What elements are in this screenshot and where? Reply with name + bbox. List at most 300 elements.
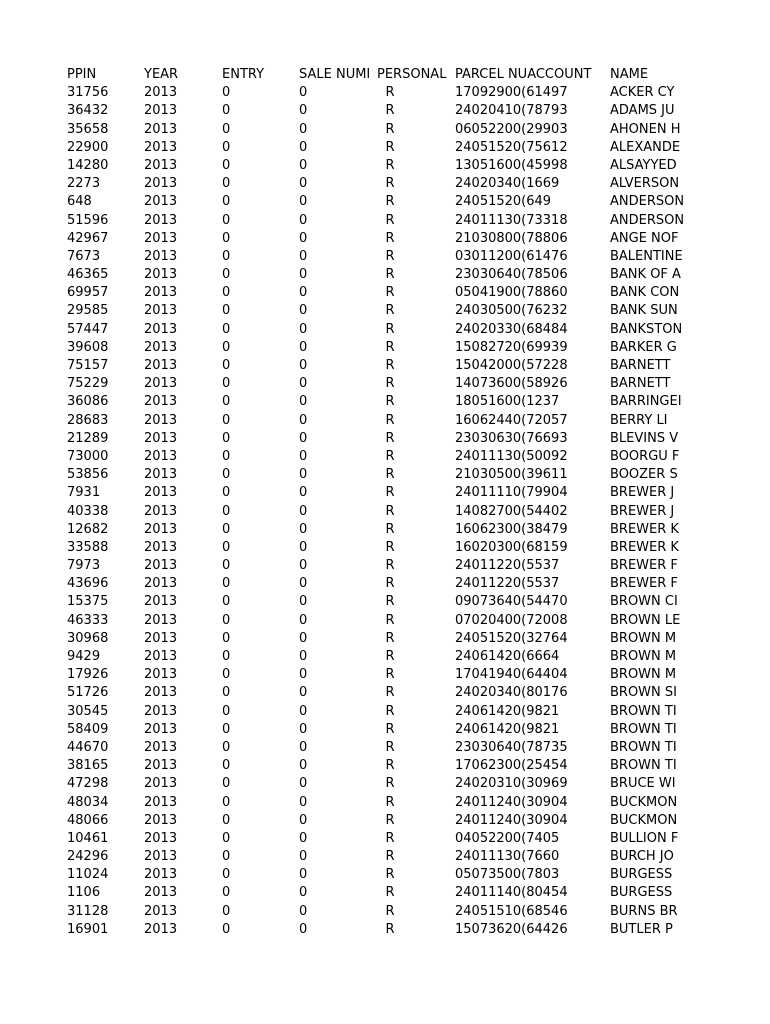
cell-entry[interactable]: 0: [222, 921, 231, 937]
cell-ppin[interactable]: 53856: [67, 467, 109, 483]
cell-entry[interactable]: 0: [222, 176, 231, 192]
column-header-personal[interactable]: PERSONAL: [377, 67, 447, 82]
cell-parcel-account[interactable]: 24011220(5537: [455, 576, 560, 592]
cell-name[interactable]: BROWN M: [610, 630, 677, 646]
cell-name[interactable]: BROWN TI: [610, 703, 677, 719]
cell-sale-number[interactable]: 0: [299, 921, 308, 937]
cell-parcel-account[interactable]: 24011130(7660: [455, 849, 560, 865]
cell-year[interactable]: 2013: [144, 267, 178, 283]
cell-sale-number[interactable]: 0: [299, 885, 308, 901]
cell-entry[interactable]: 0: [222, 739, 231, 755]
cell-name[interactable]: AHONEN H: [610, 121, 681, 137]
cell-ppin[interactable]: 36432: [67, 103, 109, 119]
cell-year[interactable]: 2013: [144, 157, 178, 173]
cell-ppin[interactable]: 11024: [67, 867, 109, 883]
cell-name[interactable]: ANGE NOF: [610, 230, 679, 246]
cell-parcel-account[interactable]: 23030640(78506: [455, 267, 568, 283]
cell-sale-number[interactable]: 0: [299, 703, 308, 719]
cell-sale-number[interactable]: 0: [299, 849, 308, 865]
cell-year[interactable]: 2013: [144, 667, 178, 683]
cell-personal[interactable]: [377, 666, 455, 684]
cell-name[interactable]: BREWER K: [610, 539, 679, 555]
cell-parcel-account[interactable]: 24051520(75612: [455, 139, 568, 155]
cell-parcel-account[interactable]: 21030500(39611: [455, 467, 568, 483]
cell-parcel-account[interactable]: 24051510(68546: [455, 903, 568, 919]
cell-entry[interactable]: 0: [222, 703, 231, 719]
cell-sale-number[interactable]: 0: [299, 649, 308, 664]
cell-personal[interactable]: [377, 503, 455, 521]
cell-personal[interactable]: [377, 884, 455, 902]
cell-ppin[interactable]: 51596: [67, 212, 109, 228]
cell-parcel-account[interactable]: 14082700(54402: [455, 503, 568, 519]
cell-year[interactable]: 2013: [144, 358, 178, 373]
cell-entry[interactable]: 0: [222, 248, 231, 264]
cell-parcel-account[interactable]: 16020300(68159: [455, 539, 568, 555]
cell-sale-number[interactable]: 0: [299, 103, 308, 119]
cell-personal[interactable]: [377, 230, 455, 248]
cell-ppin[interactable]: 38165: [67, 758, 109, 774]
cell-sale-number[interactable]: 0: [299, 358, 308, 373]
cell-name[interactable]: BROWN TI: [610, 758, 677, 774]
cell-year[interactable]: 2013: [144, 376, 178, 392]
cell-entry[interactable]: 0: [222, 576, 231, 592]
cell-ppin[interactable]: 43696: [67, 576, 109, 592]
cell-personal[interactable]: [377, 284, 455, 302]
cell-parcel-account[interactable]: 24020310(30969: [455, 776, 568, 792]
cell-ppin[interactable]: 75229: [67, 376, 109, 392]
cell-sale-number[interactable]: 0: [299, 812, 308, 828]
cell-parcel-account[interactable]: 17062300(25454: [455, 758, 568, 774]
cell-name[interactable]: BALENTINE: [610, 248, 683, 264]
cell-ppin[interactable]: 12682: [67, 521, 109, 537]
cell-parcel-account[interactable]: 23030640(78735: [455, 739, 568, 755]
cell-year[interactable]: 2013: [144, 285, 178, 301]
cell-name[interactable]: BROWN TI: [610, 739, 677, 755]
cell-year[interactable]: 2013: [144, 721, 178, 737]
cell-parcel-account[interactable]: 24011130(50092: [455, 448, 568, 464]
cell-parcel-account[interactable]: 24051520(32764: [455, 630, 568, 646]
cell-personal[interactable]: [377, 175, 455, 193]
cell-ppin[interactable]: 30545: [67, 703, 109, 719]
cell-personal[interactable]: [377, 84, 455, 102]
cell-parcel-account[interactable]: 24020340(80176: [455, 685, 568, 701]
cell-year[interactable]: 2013: [144, 594, 178, 610]
cell-parcel-account[interactable]: 24011240(30904: [455, 794, 568, 810]
cell-year[interactable]: 2013: [144, 921, 178, 937]
cell-name[interactable]: BERRY LI: [610, 412, 668, 428]
cell-parcel-account[interactable]: 06052200(29903: [455, 121, 568, 137]
cell-parcel-account[interactable]: 15042000(57228: [455, 358, 568, 373]
cell-parcel-account[interactable]: 18051600(1237: [455, 394, 560, 410]
cell-personal[interactable]: [377, 539, 455, 557]
cell-ppin[interactable]: 648: [67, 194, 92, 210]
cell-entry[interactable]: 0: [222, 830, 231, 846]
cell-personal[interactable]: [377, 193, 455, 211]
cell-name[interactable]: BROWN M: [610, 667, 677, 683]
cell-year[interactable]: 2013: [144, 303, 178, 319]
cell-parcel-account[interactable]: 24061420(9821: [455, 703, 560, 719]
cell-sale-number[interactable]: 0: [299, 485, 308, 501]
cell-parcel-account[interactable]: 17092900(61497: [455, 85, 568, 101]
cell-year[interactable]: 2013: [144, 794, 178, 810]
cell-name[interactable]: BURCH JO: [610, 849, 674, 865]
cell-parcel-account[interactable]: 24051520(649: [455, 194, 552, 210]
cell-ppin[interactable]: 28683: [67, 412, 109, 428]
cell-personal[interactable]: [377, 339, 455, 357]
cell-parcel-account[interactable]: 05073500(7803: [455, 867, 560, 883]
cell-personal[interactable]: [377, 575, 455, 593]
cell-parcel-account[interactable]: 24061420(6664: [455, 649, 560, 664]
cell-name[interactable]: BANKSTON: [610, 321, 683, 337]
cell-year[interactable]: 2013: [144, 903, 178, 919]
cell-parcel-account[interactable]: 05041900(78860: [455, 285, 568, 301]
cell-parcel-account[interactable]: 24011130(73318: [455, 212, 568, 228]
column-header-year[interactable]: YEAR: [144, 67, 179, 82]
cell-entry[interactable]: 0: [222, 412, 231, 428]
cell-ppin[interactable]: 39608: [67, 339, 109, 355]
cell-ppin[interactable]: 22900: [67, 139, 109, 155]
cell-ppin[interactable]: 75157: [67, 358, 109, 373]
cell-parcel-account[interactable]: 24020330(68484: [455, 321, 568, 337]
cell-personal[interactable]: [377, 212, 455, 230]
cell-sale-number[interactable]: 0: [299, 867, 308, 883]
cell-ppin[interactable]: 46365: [67, 267, 109, 283]
cell-personal[interactable]: [377, 521, 455, 539]
cell-year[interactable]: 2013: [144, 448, 178, 464]
cell-name[interactable]: BOOZER S: [610, 467, 678, 483]
cell-entry[interactable]: 0: [222, 758, 231, 774]
cell-name[interactable]: ANDERSON: [610, 212, 685, 228]
cell-year[interactable]: 2013: [144, 103, 178, 119]
cell-personal[interactable]: [377, 648, 455, 666]
cell-year[interactable]: 2013: [144, 630, 178, 646]
cell-personal[interactable]: [377, 357, 455, 375]
cell-parcel-account[interactable]: 04052200(7405: [455, 830, 560, 846]
cell-sale-number[interactable]: 0: [299, 630, 308, 646]
cell-name[interactable]: BANK SUN: [610, 303, 678, 319]
cell-year[interactable]: 2013: [144, 849, 178, 865]
cell-entry[interactable]: 0: [222, 376, 231, 392]
cell-entry[interactable]: 0: [222, 430, 231, 446]
cell-sale-number[interactable]: 0: [299, 230, 308, 246]
cell-parcel-account[interactable]: 21030800(78806: [455, 230, 568, 246]
cell-year[interactable]: 2013: [144, 248, 178, 264]
cell-name[interactable]: BULLION F: [610, 830, 679, 846]
cell-sale-number[interactable]: 0: [299, 576, 308, 592]
cell-year[interactable]: 2013: [144, 467, 178, 483]
cell-sale-number[interactable]: 0: [299, 376, 308, 392]
cell-sale-number[interactable]: 0: [299, 85, 308, 101]
cell-sale-number[interactable]: 0: [299, 248, 308, 264]
cell-entry[interactable]: 0: [222, 667, 231, 683]
cell-parcel-account[interactable]: 15082720(69939: [455, 339, 568, 355]
cell-sale-number[interactable]: 0: [299, 539, 308, 555]
cell-entry[interactable]: 0: [222, 776, 231, 792]
cell-year[interactable]: 2013: [144, 430, 178, 446]
cell-personal[interactable]: [377, 302, 455, 320]
cell-sale-number[interactable]: 0: [299, 721, 308, 737]
cell-entry[interactable]: 0: [222, 485, 231, 501]
cell-personal[interactable]: [377, 921, 455, 939]
cell-name[interactable]: BURGESS: [610, 867, 673, 883]
cell-personal[interactable]: [377, 794, 455, 812]
cell-ppin[interactable]: 48066: [67, 812, 109, 828]
column-header-entry[interactable]: ENTRY: [222, 67, 265, 82]
cell-name[interactable]: BREWER F: [610, 576, 678, 592]
cell-sale-number[interactable]: 0: [299, 594, 308, 610]
cell-entry[interactable]: 0: [222, 812, 231, 828]
cell-ppin[interactable]: 44670: [67, 739, 109, 755]
cell-ppin[interactable]: 46333: [67, 612, 109, 628]
cell-year[interactable]: 2013: [144, 576, 178, 592]
cell-personal[interactable]: [377, 757, 455, 775]
cell-personal[interactable]: [377, 393, 455, 411]
cell-parcel-account[interactable]: 24061420(9821: [455, 721, 560, 737]
cell-personal[interactable]: [377, 703, 455, 721]
cell-entry[interactable]: 0: [222, 594, 231, 610]
cell-sale-number[interactable]: 0: [299, 685, 308, 701]
cell-sale-number[interactable]: 0: [299, 285, 308, 301]
cell-year[interactable]: 2013: [144, 121, 178, 137]
cell-year[interactable]: 2013: [144, 230, 178, 246]
cell-name[interactable]: BROWN TI: [610, 721, 677, 737]
cell-entry[interactable]: 0: [222, 612, 231, 628]
cell-personal[interactable]: [377, 157, 455, 175]
column-header-parcel-account[interactable]: PARCEL NUACCOUNT: [455, 67, 592, 82]
cell-parcel-account[interactable]: 24011240(30904: [455, 812, 568, 828]
cell-name[interactable]: BARRINGEI: [610, 394, 682, 410]
cell-name[interactable]: ALEXANDE: [610, 139, 681, 155]
cell-sale-number[interactable]: 0: [299, 339, 308, 355]
cell-entry[interactable]: 0: [222, 358, 231, 373]
cell-personal[interactable]: [377, 866, 455, 884]
cell-entry[interactable]: 0: [222, 467, 231, 483]
cell-sale-number[interactable]: 0: [299, 321, 308, 337]
cell-sale-number[interactable]: 0: [299, 394, 308, 410]
cell-parcel-account[interactable]: 09073640(54470: [455, 594, 568, 610]
cell-entry[interactable]: 0: [222, 685, 231, 701]
cell-ppin[interactable]: 30968: [67, 630, 109, 646]
cell-entry[interactable]: 0: [222, 867, 231, 883]
cell-name[interactable]: ADAMS JU: [610, 103, 675, 119]
cell-sale-number[interactable]: 0: [299, 157, 308, 173]
cell-sale-number[interactable]: 0: [299, 667, 308, 683]
cell-ppin[interactable]: 1106: [67, 885, 101, 901]
cell-ppin[interactable]: 31128: [67, 903, 109, 919]
cell-name[interactable]: BUTLER P: [610, 921, 673, 937]
cell-personal[interactable]: [377, 430, 455, 448]
cell-entry[interactable]: 0: [222, 794, 231, 810]
cell-entry[interactable]: 0: [222, 267, 231, 283]
cell-year[interactable]: 2013: [144, 830, 178, 846]
cell-year[interactable]: 2013: [144, 685, 178, 701]
cell-year[interactable]: 2013: [144, 649, 178, 664]
cell-year[interactable]: 2013: [144, 521, 178, 537]
cell-ppin[interactable]: 57447: [67, 321, 109, 337]
cell-ppin[interactable]: 2273: [67, 176, 101, 192]
cell-personal[interactable]: [377, 903, 455, 921]
cell-name[interactable]: BREWER F: [610, 558, 678, 574]
cell-personal[interactable]: [377, 721, 455, 739]
cell-entry[interactable]: 0: [222, 194, 231, 210]
cell-ppin[interactable]: 51726: [67, 685, 109, 701]
cell-year[interactable]: 2013: [144, 867, 178, 883]
cell-entry[interactable]: 0: [222, 448, 231, 464]
cell-parcel-account[interactable]: 17041940(64404: [455, 667, 568, 683]
cell-personal[interactable]: [377, 248, 455, 266]
cell-entry[interactable]: 0: [222, 558, 231, 574]
cell-ppin[interactable]: 58409: [67, 721, 109, 737]
cell-name[interactable]: BREWER J: [610, 503, 675, 519]
cell-sale-number[interactable]: 0: [299, 758, 308, 774]
column-header-sale-number[interactable]: SALE NUMI: [299, 67, 371, 82]
cell-name[interactable]: BUCKMON: [610, 812, 678, 828]
cell-entry[interactable]: 0: [222, 212, 231, 228]
cell-entry[interactable]: 0: [222, 521, 231, 537]
cell-ppin[interactable]: 9429: [67, 649, 101, 664]
cell-personal[interactable]: [377, 630, 455, 648]
cell-ppin[interactable]: 29585: [67, 303, 109, 319]
cell-entry[interactable]: 0: [222, 303, 231, 319]
cell-year[interactable]: 2013: [144, 85, 178, 101]
cell-ppin[interactable]: 69957: [67, 285, 109, 301]
cell-entry[interactable]: 0: [222, 649, 231, 664]
cell-parcel-account[interactable]: 24020340(1669: [455, 176, 560, 192]
cell-entry[interactable]: 0: [222, 503, 231, 519]
cell-name[interactable]: BROWN SI: [610, 685, 677, 701]
cell-sale-number[interactable]: 0: [299, 412, 308, 428]
cell-year[interactable]: 2013: [144, 394, 178, 410]
cell-ppin[interactable]: 7973: [67, 558, 101, 574]
cell-ppin[interactable]: 31756: [67, 85, 109, 101]
cell-ppin[interactable]: 14280: [67, 157, 109, 173]
cell-sale-number[interactable]: 0: [299, 267, 308, 283]
cell-ppin[interactable]: 16901: [67, 921, 109, 937]
cell-parcel-account[interactable]: 23030630(76693: [455, 430, 568, 446]
cell-personal[interactable]: [377, 102, 455, 120]
cell-parcel-account[interactable]: 24011140(80454: [455, 885, 568, 901]
cell-parcel-account[interactable]: 13051600(45998: [455, 157, 568, 173]
cell-entry[interactable]: 0: [222, 121, 231, 137]
cell-parcel-account[interactable]: 24011220(5537: [455, 558, 560, 574]
cell-personal[interactable]: [377, 466, 455, 484]
cell-year[interactable]: 2013: [144, 812, 178, 828]
cell-name[interactable]: BANK CON: [610, 285, 680, 301]
cell-entry[interactable]: 0: [222, 139, 231, 155]
cell-sale-number[interactable]: 0: [299, 903, 308, 919]
cell-name[interactable]: BREWER K: [610, 521, 679, 537]
cell-personal[interactable]: [377, 321, 455, 339]
cell-name[interactable]: BROWN M: [610, 649, 677, 664]
cell-personal[interactable]: [377, 830, 455, 848]
cell-ppin[interactable]: 36086: [67, 394, 109, 410]
cell-personal[interactable]: [377, 684, 455, 702]
cell-parcel-account[interactable]: 24030500(76232: [455, 303, 568, 319]
cell-sale-number[interactable]: 0: [299, 612, 308, 628]
cell-entry[interactable]: 0: [222, 539, 231, 555]
column-header-name[interactable]: NAME: [610, 67, 649, 82]
cell-name[interactable]: BRUCE WI: [610, 776, 676, 792]
cell-ppin[interactable]: 48034: [67, 794, 109, 810]
cell-name[interactable]: BANK OF A: [610, 267, 681, 283]
cell-sale-number[interactable]: 0: [299, 467, 308, 483]
cell-personal[interactable]: [377, 557, 455, 575]
cell-entry[interactable]: 0: [222, 339, 231, 355]
cell-parcel-account[interactable]: 03011200(61476: [455, 248, 568, 264]
cell-year[interactable]: 2013: [144, 212, 178, 228]
cell-name[interactable]: BOORGU F: [610, 448, 680, 464]
cell-ppin[interactable]: 35658: [67, 121, 109, 137]
cell-entry[interactable]: 0: [222, 230, 231, 246]
cell-parcel-account[interactable]: 16062440(72057: [455, 412, 568, 428]
cell-name[interactable]: ALSAYYED: [610, 157, 677, 173]
cell-sale-number[interactable]: 0: [299, 503, 308, 519]
cell-entry[interactable]: 0: [222, 285, 231, 301]
cell-year[interactable]: 2013: [144, 703, 178, 719]
cell-year[interactable]: 2013: [144, 412, 178, 428]
cell-name[interactable]: ALVERSON: [610, 176, 680, 192]
cell-sale-number[interactable]: 0: [299, 558, 308, 574]
cell-ppin[interactable]: 21289: [67, 430, 109, 446]
cell-year[interactable]: 2013: [144, 339, 178, 355]
cell-ppin[interactable]: 42967: [67, 230, 109, 246]
cell-personal[interactable]: [377, 266, 455, 284]
column-header-ppin[interactable]: PPIN: [67, 67, 97, 82]
cell-sale-number[interactable]: 0: [299, 121, 308, 137]
cell-ppin[interactable]: 47298: [67, 776, 109, 792]
cell-year[interactable]: 2013: [144, 612, 178, 628]
cell-personal[interactable]: [377, 612, 455, 630]
cell-year[interactable]: 2013: [144, 776, 178, 792]
cell-ppin[interactable]: 7673: [67, 248, 101, 264]
cell-ppin[interactable]: 10461: [67, 830, 109, 846]
cell-year[interactable]: 2013: [144, 176, 178, 192]
cell-entry[interactable]: 0: [222, 103, 231, 119]
cell-personal[interactable]: [377, 448, 455, 466]
cell-personal[interactable]: [377, 812, 455, 830]
cell-year[interactable]: 2013: [144, 321, 178, 337]
cell-ppin[interactable]: 7931: [67, 485, 101, 501]
cell-year[interactable]: 2013: [144, 885, 178, 901]
cell-name[interactable]: BARNETT: [610, 376, 671, 392]
cell-name[interactable]: ACKER CY: [610, 85, 675, 101]
cell-parcel-account[interactable]: 15073620(64426: [455, 921, 568, 937]
cell-sale-number[interactable]: 0: [299, 521, 308, 537]
cell-parcel-account[interactable]: 16062300(38479: [455, 521, 568, 537]
cell-entry[interactable]: 0: [222, 85, 231, 101]
cell-name[interactable]: BLEVINS V: [610, 430, 679, 446]
cell-sale-number[interactable]: 0: [299, 794, 308, 810]
cell-parcel-account[interactable]: 24020410(78793: [455, 103, 568, 119]
cell-personal[interactable]: [377, 412, 455, 430]
cell-sale-number[interactable]: 0: [299, 430, 308, 446]
cell-parcel-account[interactable]: 07020400(72008: [455, 612, 568, 628]
cell-sale-number[interactable]: 0: [299, 176, 308, 192]
cell-entry[interactable]: 0: [222, 394, 231, 410]
cell-ppin[interactable]: 17926: [67, 667, 109, 683]
cell-entry[interactable]: 0: [222, 885, 231, 901]
cell-sale-number[interactable]: 0: [299, 739, 308, 755]
cell-personal[interactable]: [377, 739, 455, 757]
cell-ppin[interactable]: 73000: [67, 448, 109, 464]
cell-ppin[interactable]: 40338: [67, 503, 109, 519]
cell-personal[interactable]: [377, 848, 455, 866]
cell-year[interactable]: 2013: [144, 558, 178, 574]
cell-name[interactable]: BURNS BR: [610, 903, 678, 919]
cell-personal[interactable]: [377, 375, 455, 393]
cell-name[interactable]: BUCKMON: [610, 794, 678, 810]
cell-entry[interactable]: 0: [222, 721, 231, 737]
